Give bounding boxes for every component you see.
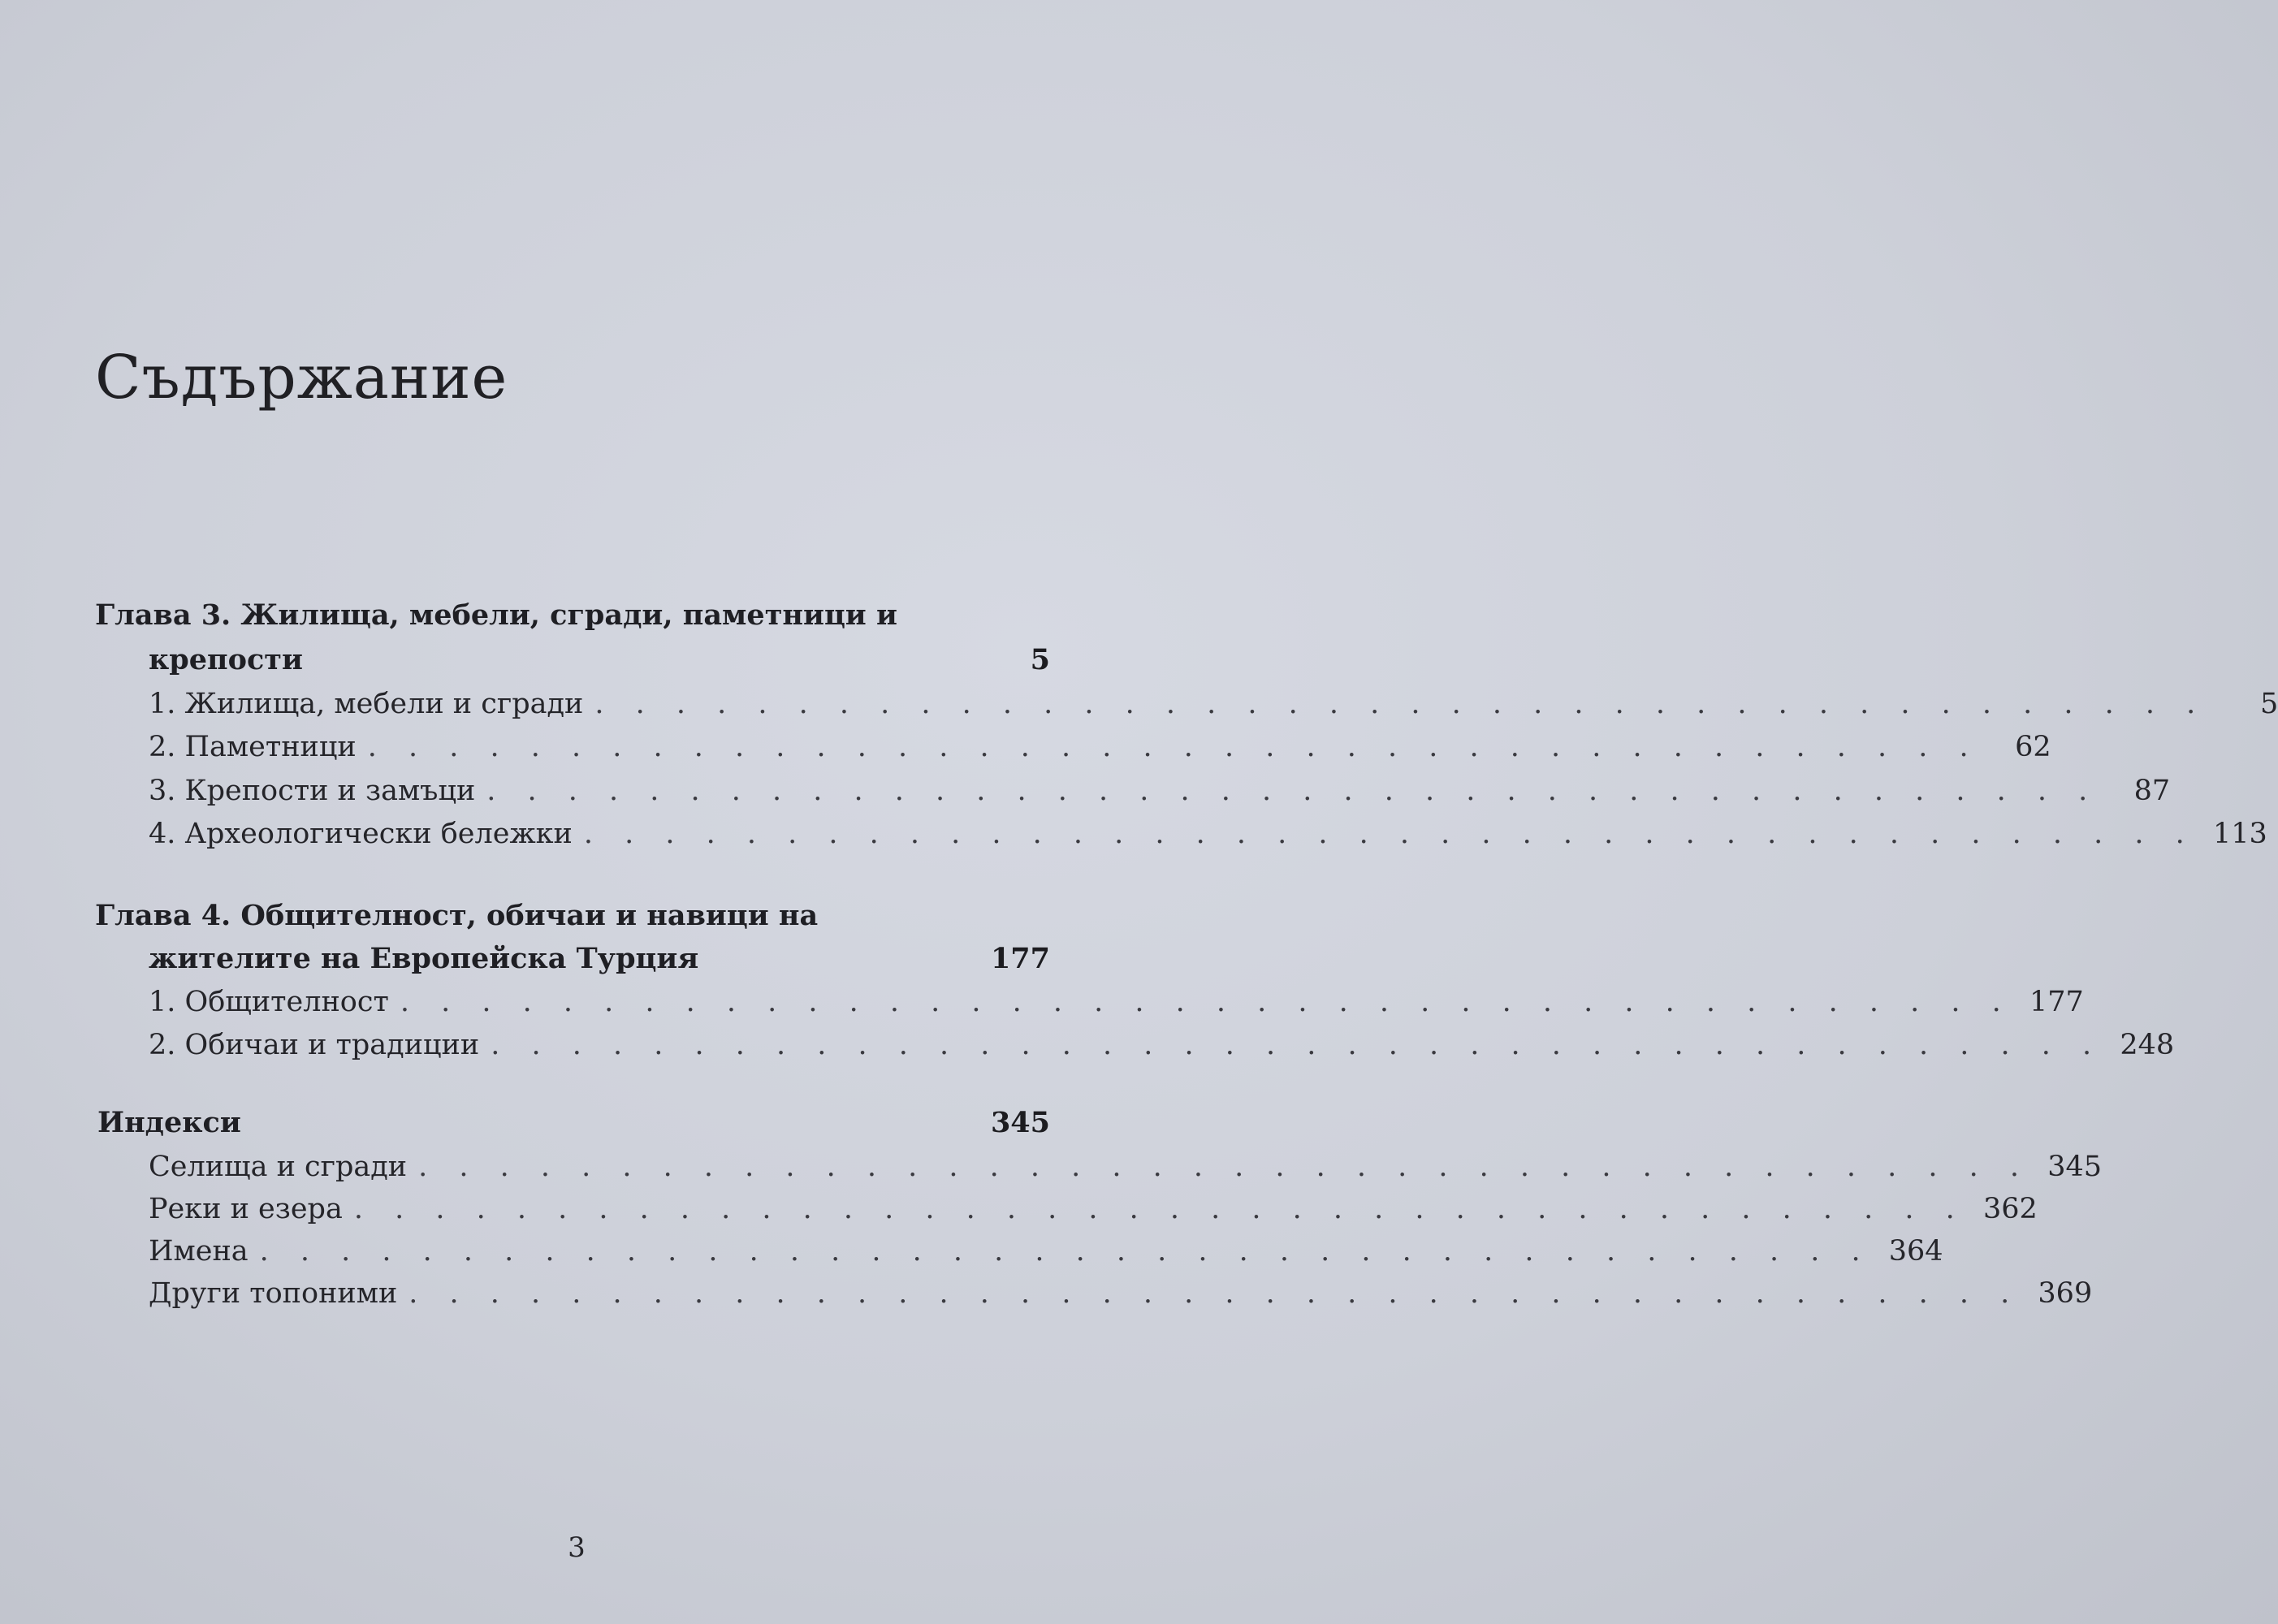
toc-entry-label: 3. Крепости и замъци xyxy=(149,775,476,807)
toc-entry-label: Имена xyxy=(149,1235,249,1268)
chapter-4-heading-line-2: жителите на Европейска Турция xyxy=(149,942,699,975)
toc-entry[interactable] xyxy=(149,731,2051,763)
toc-entry[interactable] xyxy=(149,688,2278,720)
toc-entry[interactable] xyxy=(149,1029,2175,1061)
dot-leader: . . . . . . . . . . . . . . . . . . . . . . . . . . . . . . . . . . . . . . . . xyxy=(583,818,2196,850)
toc-entry-page: 5 xyxy=(2259,688,2278,720)
chapter-3-heading-line-1: Глава 3. Жилища, мебели, сгради, паметници и xyxy=(95,598,897,632)
dot-leader: . . . . . . . . . . . . . . . . . . . . . . . . . . . . . . . . . . . . . . . . xyxy=(400,986,2012,1018)
indexes-page: 345 xyxy=(990,1106,1050,1139)
toc-entry-page: 362 xyxy=(1982,1193,2038,1225)
toc-entry-label: 2. Обичаи и традиции xyxy=(149,1029,480,1061)
dot-leader: . . . . . . . . . . . . . . . . . . . . . . . . . . . . . . . . . . . . . . . . xyxy=(259,1235,1872,1268)
toc-entry-page: 364 xyxy=(1888,1235,1943,1268)
toc-entry-page: 113 xyxy=(2212,818,2267,850)
toc-entry-page: 62 xyxy=(2015,731,2051,763)
dot-leader: . . . . . . . . . . . . . . . . . . . . . . . . . . . . . . . . . . . . . . . . xyxy=(367,731,1980,763)
indexes-heading: Индекси xyxy=(97,1106,241,1139)
chapter-4-page: 177 xyxy=(990,942,1050,975)
dot-leader: . . . . . . . . . . . . . . . . . . . . . . . . . . . . . . . . . . . . . . . . xyxy=(418,1151,2031,1183)
toc-entry[interactable] xyxy=(149,1277,2093,1310)
toc-entry-label: Реки и езера xyxy=(149,1193,343,1225)
toc-entry[interactable] xyxy=(149,775,2171,807)
toc-entry-label: 2. Паметници xyxy=(149,731,357,763)
dot-leader: . . . . . . . . . . . . . . . . . . . . . . . . . . . . . . . . . . . . . . . . xyxy=(594,688,2207,720)
chapter-4-heading-line-1: Глава 4. Общителност, обичаи и навици на xyxy=(95,899,819,932)
toc-entry-label: Други топоними xyxy=(149,1277,398,1310)
chapter-3-page: 5 xyxy=(1030,643,1050,676)
toc-entry-label: 4. Археологически бележки xyxy=(149,818,573,850)
dot-leader: . . . . . . . . . . . . . . . . . . . . . . . . . . . . . . . . . . . . . . . . xyxy=(491,1029,2103,1061)
toc-entry[interactable] xyxy=(149,1235,1943,1268)
toc-entry-page: 87 xyxy=(2133,775,2171,807)
toc-entry-label: 1. Общителност xyxy=(149,986,389,1018)
toc-entry-page: 177 xyxy=(2029,986,2084,1018)
toc-entry-page: 248 xyxy=(2120,1029,2175,1061)
toc-entry[interactable] xyxy=(149,1151,2103,1183)
toc-entry-page: 345 xyxy=(2047,1151,2103,1183)
toc-entry-label: 1. Жилища, мебели и сгради xyxy=(149,688,584,720)
dot-leader: . . . . . . . . . . . . . . . . . . . . . . . . . . . . . . . . . . . . . . . . xyxy=(486,775,2099,807)
toc-entry-label: Селища и сгради xyxy=(149,1151,408,1183)
toc-entry[interactable] xyxy=(149,818,2267,850)
toc-entry[interactable] xyxy=(149,986,2084,1018)
chapter-3-heading-line-2: крепости xyxy=(149,643,303,676)
dot-leader: . . . . . . . . . . . . . . . . . . . . . . . . . . . . . . . . . . . . . . . . xyxy=(408,1277,2021,1310)
dot-leader: . . . . . . . . . . . . . . . . . . . . . . . . . . . . . . . . . . . . . . . . xyxy=(353,1193,1966,1225)
page-title: Съдържание xyxy=(95,343,508,412)
page-number: 3 xyxy=(568,1531,586,1564)
toc-entry-page: 369 xyxy=(2038,1277,2093,1310)
toc-entry[interactable] xyxy=(149,1193,2038,1225)
